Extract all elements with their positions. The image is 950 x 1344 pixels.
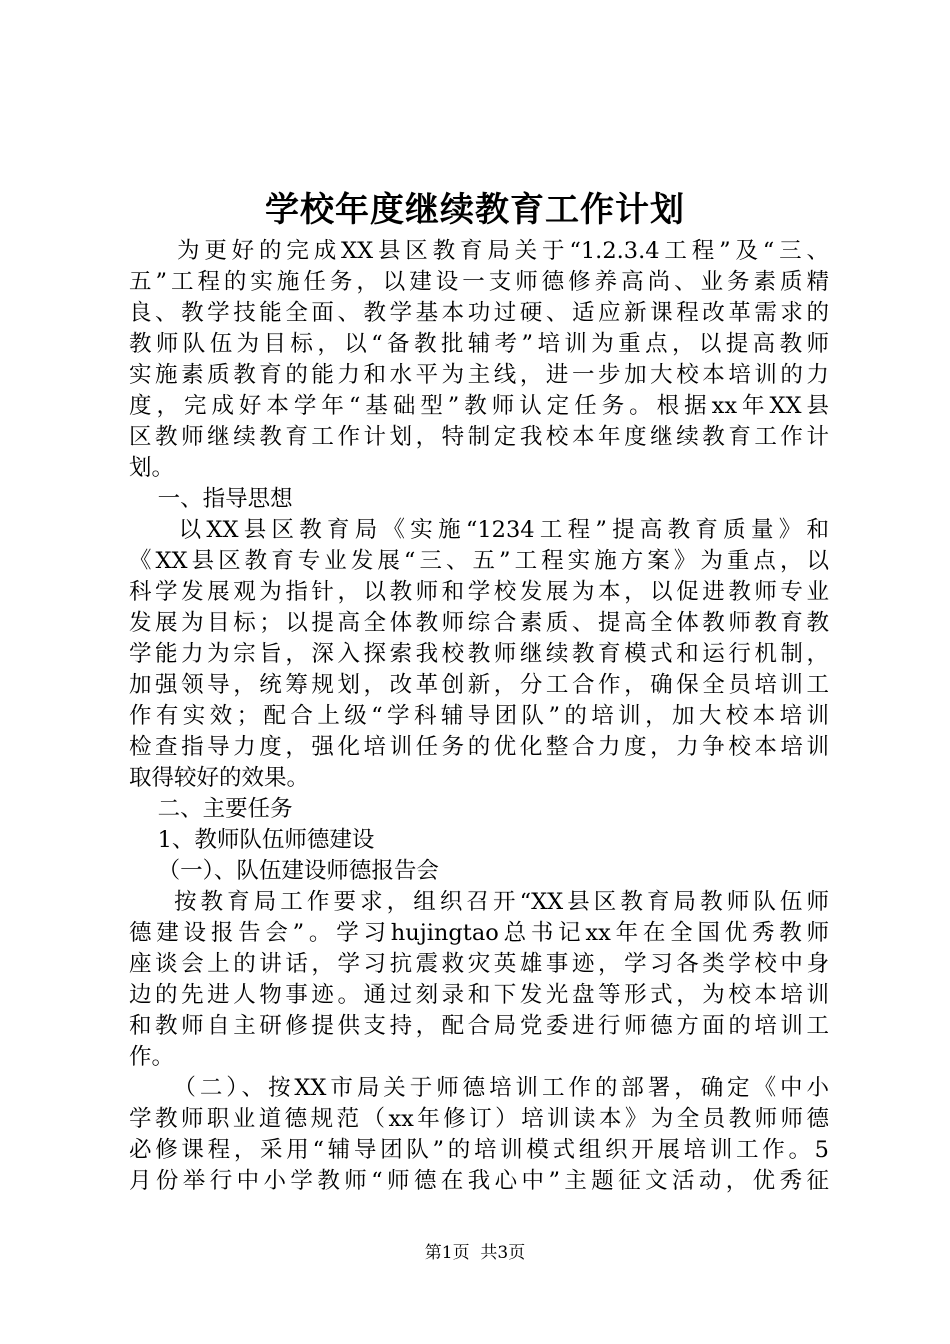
body-line: 德建设报告会”。学习hujingtao总书记xx年在全国优秀教师 [129,920,829,946]
body-line: 检查指导力度，强化培训任务的优化整合力度，力争校本培训 [129,734,829,760]
body-line: 二、主要任务 [129,796,293,822]
body-line: 和教师自主研修提供支持，配合局党委进行师德方面的培训工 [129,1013,829,1039]
body-line: 划。 [129,455,175,481]
body-line: 边的先进人物事迹。通过刻录和下发光盘等形式，为校本培训 [129,982,829,1008]
body-line: 学能力为宗旨，深入探索我校教师继续教育模式和运行机制， [129,641,829,667]
body-line: 1、教师队伍师德建设 [129,827,375,853]
body-line: 发展为目标；以提高全体教师综合素质、提高全体教师教育教 [129,610,829,636]
body-line: 一、指导思想 [129,486,293,512]
body-line: 作。 [129,1044,175,1070]
body-line: 良、教学技能全面、教学基本功过硬、适应新课程改革需求的 [129,300,829,326]
body-line: 区教师继续教育工作计划，特制定我校本年度继续教育工作计 [129,424,829,450]
body-line: 按教育局工作要求，组织召开“XX县区教育局教师队伍师 [129,889,829,915]
body-line: 取得较好的效果。 [129,765,310,791]
body-line: （一）、队伍建设师德报告会 [129,858,439,884]
body-line: 作有实效；配合上级“学科辅导团队”的培训，加大校本培训 [129,703,829,729]
body-line: 度，完成好本学年“基础型”教师认定任务。根据xx年XX县 [129,393,829,419]
body-line: 以XX县区教育局《实施“1234工程”提高教育质量》和 [129,517,829,543]
document-title: 学校年度继续教育工作计划 [265,190,685,230]
page-footer: 第1页 共3页 [424,1243,526,1263]
document-body [129,236,829,1197]
body-line: 科学发展观为指针，以教师和学校发展为本，以促进教师专业 [129,579,829,605]
body-line: 学教师职业道德规范（xx年修订）培训读本》为全员教师师德 [129,1106,829,1132]
body-line: 必修课程，采用“辅导团队”的培训模式组织开展培训工作。5 [129,1137,829,1163]
body-line: 《XX县区教育专业发展“三、五”工程实施方案》为重点，以 [129,548,829,574]
body-line: 教师队伍为目标，以“备教批辅考”培训为重点，以提高教师 [129,331,829,357]
body-line: 实施素质教育的能力和水平为主线，进一步加大校本培训的力 [129,362,829,388]
body-line: 座谈会上的讲话，学习抗震救灾英雄事迹，学习各类学校中身 [129,951,829,977]
body-line: 加强领导，统筹规划，改革创新，分工合作，确保全员培训工 [129,672,829,698]
body-line: 为更好的完成XX县区教育局关于“1.2.3.4工程”及“三、 [129,238,829,264]
body-line: （二）、按XX市局关于师德培训工作的部署，确定《中小 [129,1075,829,1101]
body-line: 五”工程的实施任务，以建设一支师德修养高尚、业务素质精 [129,269,829,295]
body-line: 月份举行中小学教师“师德在我心中”主题征文活动，优秀征 [129,1168,829,1194]
